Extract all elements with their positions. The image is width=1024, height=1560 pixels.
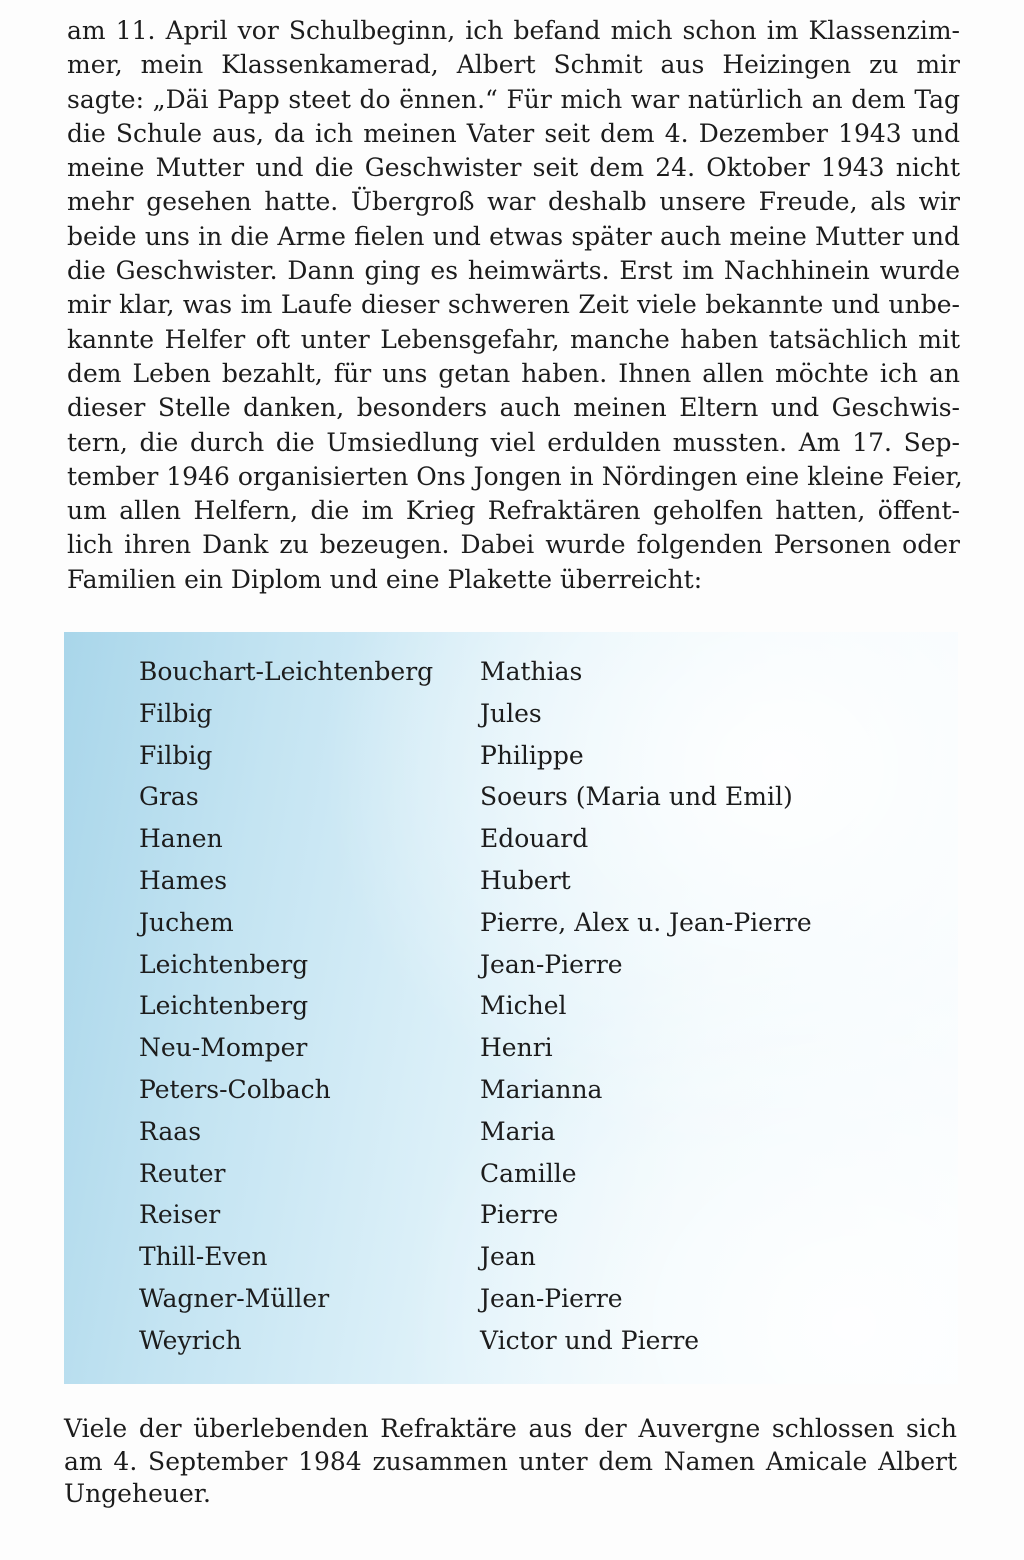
text-line: Ungeheuer. xyxy=(64,1479,211,1508)
surname-cell: Wagner-Müller xyxy=(139,1283,330,1313)
text-line: tern, die durch die Umsiedlung viel erdulden mussten. Am 17. Sep- xyxy=(67,427,960,457)
surname-cell: Filbig xyxy=(139,740,213,770)
table-row xyxy=(139,818,812,860)
text-line: sagte: „Däi Papp steet do ënnen.“ Für mich war natürlich an dem Tag xyxy=(67,84,960,114)
surname-cell: Reiser xyxy=(139,1200,221,1230)
closing-paragraph xyxy=(64,1413,957,1511)
table-row xyxy=(139,1153,812,1195)
table-row xyxy=(139,1194,812,1236)
given-name-cell: Jean-Pierre xyxy=(480,1283,623,1313)
table-row xyxy=(139,1027,812,1069)
given-name-cell: Pierre, Alex u. Jean-Pierre xyxy=(480,907,812,937)
text-line: tember 1946 organisierten Ons Jongen in Nördingen eine kleine Feier, xyxy=(67,461,963,491)
table-row xyxy=(139,651,812,693)
text-line: Viele der überlebenden Refraktäre aus der Auvergne schlossen sich xyxy=(64,1414,957,1443)
surname-cell: Raas xyxy=(139,1116,202,1146)
given-name-cell: Jules xyxy=(480,698,542,728)
given-name-cell: Soeurs (Maria und Emil) xyxy=(480,782,793,812)
text-line: mehr gesehen hatte. Übergroß war deshalb unsere Freude, als wir xyxy=(67,187,960,217)
surname-cell: Neu-Momper xyxy=(139,1033,308,1063)
text-line: meine Mutter und die Geschwister seit dem 24. Oktober 1943 nicht xyxy=(67,153,960,183)
given-name-cell: Jean-Pierre xyxy=(480,949,623,979)
text-line: am 11. April vor Schulbeginn, ich befand mich schon im Klassenzim- xyxy=(67,16,960,45)
surname-cell: Peters-Colbach xyxy=(139,1074,331,1104)
text-line: um allen Helfern, die im Krieg Refraktären geholfen hatten, öffent- xyxy=(67,496,960,526)
table-row xyxy=(139,860,812,902)
text-line: am 4. September 1984 zusammen unter dem Namen Amicale Albert xyxy=(64,1446,957,1476)
surname-cell: Thill-Even xyxy=(139,1242,268,1272)
given-name-cell: Edouard xyxy=(480,824,589,854)
table-row xyxy=(139,776,812,818)
text-line: Familien ein Diplom und eine Plakette überreicht: xyxy=(67,564,703,594)
text-line: die Schule aus, da ich meinen Vater seit dem 4. Dezember 1943 und xyxy=(67,118,960,148)
surname-cell: Leichtenberg xyxy=(139,949,309,979)
text-line: die Geschwister. Dann ging es heimwärts. Erst im Nachhinein wurde xyxy=(67,256,960,286)
given-name-cell: Hubert xyxy=(480,865,571,895)
given-name-cell: Victor und Pierre xyxy=(480,1325,700,1355)
given-name-cell: Michel xyxy=(480,991,567,1021)
given-name-cell: Philippe xyxy=(480,740,584,770)
given-name-cell: Pierre xyxy=(480,1200,559,1230)
table-row xyxy=(139,902,812,944)
text-line: mer, mein Klassenkamerad, Albert Schmit aus Heizingen zu mir xyxy=(67,50,960,80)
text-line: lich ihren Dank zu bezeugen. Dabei wurde folgenden Personen oder xyxy=(67,530,960,560)
given-name-cell: Jean xyxy=(480,1242,536,1272)
table-row xyxy=(139,1278,812,1320)
table-row xyxy=(139,944,812,986)
given-name-cell: Maria xyxy=(480,1116,556,1146)
table-row xyxy=(139,985,812,1027)
intro-paragraph xyxy=(67,14,963,597)
honorees-table xyxy=(139,651,812,1362)
given-name-cell: Mathias xyxy=(480,657,583,686)
surname-cell: Filbig xyxy=(139,698,213,728)
table-row xyxy=(139,1320,812,1362)
table-row xyxy=(139,693,812,735)
table-row xyxy=(139,1111,812,1153)
given-name-cell: Marianna xyxy=(480,1074,603,1104)
given-name-cell: Camille xyxy=(480,1158,577,1188)
text-line: beide uns in die Arme fielen und etwas später auch meine Mutter und xyxy=(67,221,960,251)
text-line: kannte Helfer oft unter Lebensgefahr, manche haben tatsächlich mit xyxy=(67,324,960,354)
honorees-box xyxy=(64,632,958,1384)
surname-cell: Leichtenberg xyxy=(139,991,309,1021)
surname-cell: Weyrich xyxy=(139,1325,242,1355)
surname-cell: Hames xyxy=(139,865,228,895)
surname-cell: Reuter xyxy=(139,1158,226,1188)
given-name-cell: Henri xyxy=(480,1033,553,1063)
table-row xyxy=(139,1236,812,1278)
text-line: dem Leben bezahlt, für uns getan haben. Ihnen allen möchte ich an xyxy=(67,358,960,388)
surname-cell: Juchem xyxy=(139,907,234,937)
text-line: mir klar, was im Laufe dieser schweren Zeit viele bekannte und unbe- xyxy=(67,290,960,320)
surname-cell: Bouchart-Leichtenberg xyxy=(139,657,434,686)
surname-cell: Gras xyxy=(139,782,199,812)
table-row xyxy=(139,735,812,777)
text-line: dieser Stelle danken, besonders auch meinen Eltern und Geschwis- xyxy=(67,393,960,423)
surname-cell: Hanen xyxy=(139,824,223,854)
table-row xyxy=(139,1069,812,1111)
